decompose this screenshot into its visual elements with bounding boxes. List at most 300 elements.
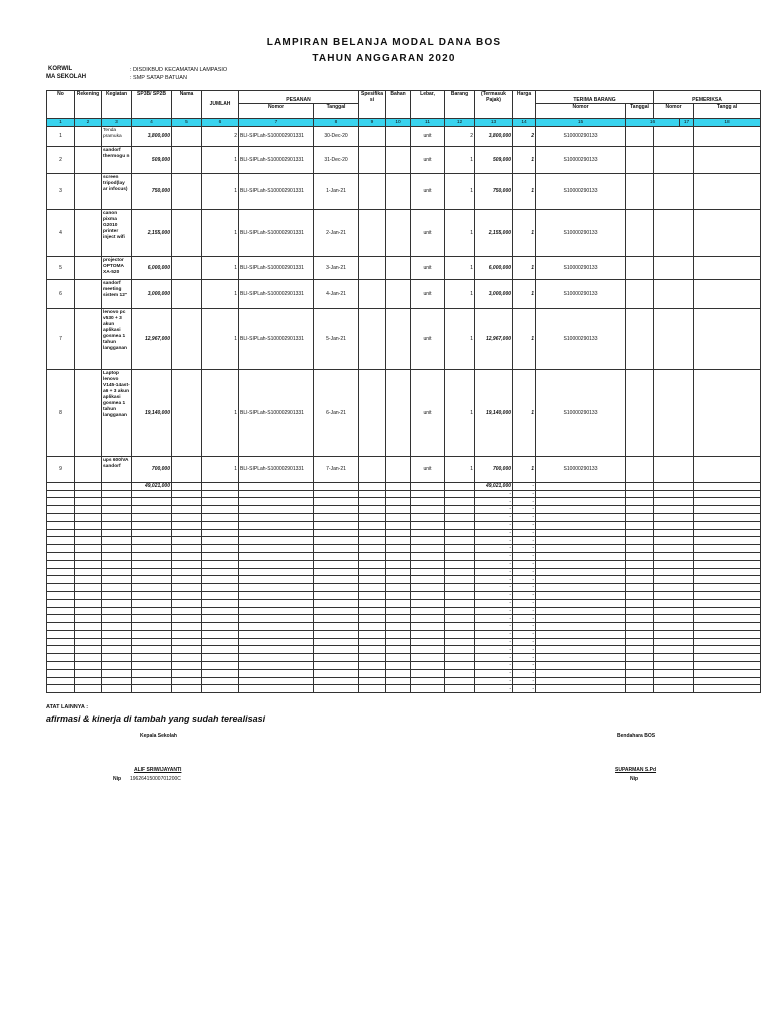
empty-row [47,568,761,576]
row-terima-nomor: S10000290133 [536,209,626,256]
empty-harga: - [513,568,536,576]
row-termasuk-pajak: 2,155,000 [475,209,513,256]
bendahara-nip-label: Nip [630,776,639,782]
row-pemeriksa-nomor [654,127,694,147]
empty-cell [75,552,102,560]
empty-cell [172,490,202,498]
empty-cell [202,685,239,693]
table-row [47,173,761,209]
row-jumlah: 1 [202,456,239,482]
empty-cell [132,560,172,568]
row-sp-value: 6,000,000 [132,256,172,279]
empty-cell [239,646,314,654]
empty-cell [202,599,239,607]
empty-cell [239,568,314,576]
row-barang: 1 [445,279,475,308]
empty-cell [172,537,202,545]
row-bahan [386,456,411,482]
row-rekening [75,308,102,369]
empty-termasuk-pajak: - [475,607,513,615]
empty-cell [314,654,359,662]
empty-cell [386,599,411,607]
empty-cell [202,506,239,514]
row-jumlah: 1 [202,146,239,173]
row-pemeriksa-tanggal [694,369,761,456]
empty-cell [47,513,75,521]
empty-cell [75,584,102,592]
empty-cell [102,552,132,560]
empty-cell [132,552,172,560]
row-spesifikasi [359,369,386,456]
empty-cell [386,490,411,498]
row-nama [172,209,202,256]
empty-row [47,552,761,560]
total-sp-value: 49,021,000 [132,482,172,490]
row-terima-nomor: S10000290133 [536,308,626,369]
empty-cell [411,568,445,576]
empty-termasuk-pajak: - [475,677,513,685]
empty-cell [102,537,132,545]
empty-cell [411,638,445,646]
empty-cell [102,662,132,670]
row-termasuk-pajak: 6,000,000 [475,256,513,279]
empty-cell [102,607,132,615]
empty-cell [536,646,626,654]
empty-cell [445,529,475,537]
empty-cell [654,638,694,646]
empty-cell [75,630,102,638]
empty-cell [626,513,654,521]
row-terima-nomor: S10000290133 [536,256,626,279]
kepala-sekolah-name: ALIF SRIWIJAYANTI [134,767,182,773]
empty-cell [132,490,172,498]
empty-cell [411,560,445,568]
empty-cell [202,646,239,654]
empty-cell [654,646,694,654]
empty-cell [445,607,475,615]
row-pemeriksa-tanggal [694,456,761,482]
table-row [47,146,761,173]
empty-cell [75,646,102,654]
empty-cell [536,638,626,646]
empty-cell [536,506,626,514]
row-terima-tanggal [626,279,654,308]
empty-cell [536,662,626,670]
empty-cell [172,521,202,529]
empty-cell [445,623,475,631]
empty-cell [102,490,132,498]
row-terima-tanggal [626,256,654,279]
empty-harga: - [513,669,536,677]
table-row [47,256,761,279]
empty-harga: - [513,654,536,662]
empty-cell [75,576,102,584]
empty-cell [386,576,411,584]
empty-cell [359,552,386,560]
empty-cell [47,506,75,514]
row-sp-value: 700,000 [132,456,172,482]
empty-cell [536,513,626,521]
table-row [47,209,761,256]
empty-cell [626,498,654,506]
column-number-cell: 1 [47,119,75,127]
empty-cell [411,630,445,638]
header-row-1 [47,91,761,104]
empty-cell [102,630,132,638]
empty-cell [694,646,761,654]
empty-cell [75,529,102,537]
korwil-label: KORWIL [48,66,73,72]
row-terima-nomor: S10000290133 [536,127,626,147]
empty-cell [47,638,75,646]
row-spesifikasi [359,308,386,369]
empty-harga: - [513,545,536,553]
row-spesifikasi [359,173,386,209]
row-nama [172,127,202,147]
row-rekening [75,209,102,256]
empty-cell [172,599,202,607]
column-number-cell: 14 [513,119,536,127]
row-sp-value: 509,000 [132,146,172,173]
row-terima-tanggal [626,146,654,173]
row-rekening [75,369,102,456]
empty-cell [536,584,626,592]
total-cell [202,482,239,490]
empty-row [47,560,761,568]
empty-harga: - [513,662,536,670]
empty-cell [314,669,359,677]
row-barang: 2 [445,127,475,147]
empty-cell [102,498,132,506]
row-bahan [386,209,411,256]
row-kegiatan: sandorf meeting sistem 12" [102,279,132,308]
empty-cell [694,537,761,545]
empty-cell [626,654,654,662]
empty-cell [626,630,654,638]
row-no: 5 [47,256,75,279]
empty-cell [172,630,202,638]
empty-cell [411,607,445,615]
empty-cell [654,685,694,693]
empty-cell [102,646,132,654]
row-barang: 1 [445,256,475,279]
empty-cell [536,568,626,576]
empty-cell [626,584,654,592]
row-barang: 1 [445,369,475,456]
empty-row [47,662,761,670]
row-termasuk-pajak: 750,000 [475,173,513,209]
empty-cell [132,506,172,514]
empty-cell [314,521,359,529]
row-no: 2 [47,146,75,173]
header-pesanan-tanggal: Tanggal [314,104,359,119]
empty-cell [132,545,172,553]
row-kegiatan: screen tripod(lay ar infocus) [102,173,132,209]
empty-harga: - [513,591,536,599]
header-no: No [47,91,75,119]
empty-cell [536,654,626,662]
empty-cell [172,506,202,514]
empty-cell [172,623,202,631]
empty-cell [132,591,172,599]
total-cell [386,482,411,490]
row-rekening [75,127,102,147]
empty-cell [694,615,761,623]
empty-cell [239,662,314,670]
empty-cell [445,615,475,623]
empty-cell [694,638,761,646]
empty-cell [202,607,239,615]
empty-cell [202,529,239,537]
empty-row [47,677,761,685]
empty-cell [694,677,761,685]
empty-cell [314,615,359,623]
row-pesanan-nomor: BLI-SIPLah-S100002901331 [239,256,314,279]
empty-termasuk-pajak: - [475,591,513,599]
empty-cell [75,498,102,506]
row-sp-value: 12,967,000 [132,308,172,369]
empty-termasuk-pajak: - [475,552,513,560]
empty-cell [47,576,75,584]
empty-cell [411,646,445,654]
column-number-cell: 11 [411,119,445,127]
row-pesanan-nomor: BLI-SIPLah-S100002901331 [239,308,314,369]
empty-cell [654,630,694,638]
empty-cell [626,677,654,685]
empty-cell [626,560,654,568]
empty-cell [75,685,102,693]
empty-cell [314,662,359,670]
empty-cell [694,529,761,537]
empty-harga: - [513,576,536,584]
row-pemeriksa-tanggal [694,146,761,173]
empty-cell [411,498,445,506]
row-lebar: unit [411,369,445,456]
row-lebar: unit [411,279,445,308]
empty-row [47,591,761,599]
row-pesanan-tanggal: 31-Dec-20 [314,146,359,173]
row-spesifikasi [359,127,386,147]
empty-cell [202,591,239,599]
empty-cell [411,669,445,677]
total-cell [411,482,445,490]
empty-cell [202,677,239,685]
empty-cell [239,529,314,537]
header-nama: Nama [172,91,202,119]
empty-cell [202,669,239,677]
empty-cell [202,630,239,638]
empty-cell [411,654,445,662]
row-harga: 1 [513,146,536,173]
empty-cell [132,646,172,654]
row-pesanan-nomor: BLI-SIPLah-S100002901331 [239,279,314,308]
empty-termasuk-pajak: - [475,576,513,584]
belanja-modal-table [46,90,761,693]
empty-cell [202,662,239,670]
header-bahan: Bahan [386,91,411,119]
row-terima-tanggal [626,369,654,456]
empty-cell [359,513,386,521]
row-bahan [386,369,411,456]
empty-cell [359,591,386,599]
empty-cell [172,662,202,670]
header-terima-tanggal: Tanggal [626,104,654,119]
empty-cell [386,607,411,615]
empty-cell [386,498,411,506]
empty-cell [314,599,359,607]
row-lebar: unit [411,127,445,147]
column-number-cell: 3 [102,119,132,127]
row-bahan [386,256,411,279]
row-pemeriksa-nomor [654,279,694,308]
empty-cell [239,498,314,506]
row-termasuk-pajak: 12,967,000 [475,308,513,369]
empty-cell [314,638,359,646]
row-pemeriksa-nomor [654,256,694,279]
empty-cell [694,623,761,631]
empty-termasuk-pajak: - [475,615,513,623]
empty-cell [239,576,314,584]
empty-cell [47,584,75,592]
row-pesanan-tanggal: 4-Jan-21 [314,279,359,308]
sekolah-label: MA SEKOLAH [46,74,87,80]
empty-row [47,506,761,514]
row-no: 9 [47,456,75,482]
empty-row [47,638,761,646]
empty-cell [386,521,411,529]
row-lebar: unit [411,456,445,482]
empty-harga: - [513,685,536,693]
empty-cell [626,599,654,607]
empty-harga: - [513,506,536,514]
empty-cell [536,623,626,631]
empty-cell [445,599,475,607]
empty-cell [47,646,75,654]
empty-harga: - [513,560,536,568]
empty-cell [411,490,445,498]
empty-row [47,669,761,677]
empty-cell [172,607,202,615]
empty-cell [75,537,102,545]
total-cell [445,482,475,490]
empty-cell [359,584,386,592]
empty-cell [132,576,172,584]
empty-cell [102,623,132,631]
empty-row [47,529,761,537]
empty-cell [626,576,654,584]
empty-cell [314,591,359,599]
empty-cell [172,576,202,584]
row-bahan [386,279,411,308]
empty-cell [239,591,314,599]
row-rekening [75,456,102,482]
empty-cell [47,545,75,553]
empty-cell [445,677,475,685]
row-pesanan-tanggal: 5-Jan-21 [314,308,359,369]
row-kegiatan: projector OPTOMA XA-520 [102,256,132,279]
empty-cell [654,552,694,560]
empty-cell [626,669,654,677]
header-spesifikasi: Spesifika si [359,91,386,119]
empty-cell [359,677,386,685]
empty-cell [445,654,475,662]
empty-cell [75,506,102,514]
empty-harga: - [513,623,536,631]
empty-cell [536,607,626,615]
empty-cell [626,568,654,576]
empty-cell [626,552,654,560]
empty-harga: - [513,607,536,615]
empty-harga: - [513,490,536,498]
empty-cell [75,490,102,498]
empty-cell [445,584,475,592]
empty-cell [202,552,239,560]
empty-cell [411,545,445,553]
row-nama [172,308,202,369]
header-rekening: Rekening [75,91,102,119]
document-subtitle: TAHUN ANGGARAN 2020 [312,53,456,64]
header-terima-barang: TERIMA BARANG [536,91,654,104]
row-pemeriksa-tanggal [694,279,761,308]
row-jumlah: 1 [202,209,239,256]
empty-cell [75,677,102,685]
empty-cell [359,630,386,638]
empty-cell [47,630,75,638]
empty-row [47,513,761,521]
empty-cell [626,615,654,623]
empty-cell [75,591,102,599]
row-terima-tanggal [626,456,654,482]
empty-cell [314,568,359,576]
empty-cell [445,591,475,599]
row-termasuk-pajak: 3,000,000 [475,279,513,308]
row-kegiatan: ups 600/VA sandorf [102,456,132,482]
empty-cell [654,513,694,521]
empty-cell [239,669,314,677]
header-terima-nomor: Nomor [536,104,626,119]
table-row [47,308,761,369]
empty-cell [172,560,202,568]
row-pesanan-nomor: BLI-SIPLah-S100002901331 [239,456,314,482]
row-pemeriksa-tanggal [694,127,761,147]
empty-cell [694,568,761,576]
empty-cell [47,607,75,615]
row-spesifikasi [359,209,386,256]
sekolah-value: : SMP SATAP BATUAN [130,75,187,81]
empty-cell [359,646,386,654]
empty-termasuk-pajak: - [475,599,513,607]
empty-cell [239,490,314,498]
empty-cell [239,584,314,592]
empty-cell [239,506,314,514]
empty-cell [359,599,386,607]
empty-termasuk-pajak: - [475,568,513,576]
row-spesifikasi [359,279,386,308]
empty-cell [359,498,386,506]
empty-cell [386,506,411,514]
empty-cell [75,615,102,623]
empty-cell [239,630,314,638]
empty-cell [102,560,132,568]
empty-row [47,584,761,592]
empty-termasuk-pajak: - [475,537,513,545]
empty-cell [411,584,445,592]
header-sp: SP3B/ SP2B [132,91,172,119]
empty-cell [172,677,202,685]
empty-cell [694,490,761,498]
empty-cell [386,513,411,521]
empty-cell [411,615,445,623]
